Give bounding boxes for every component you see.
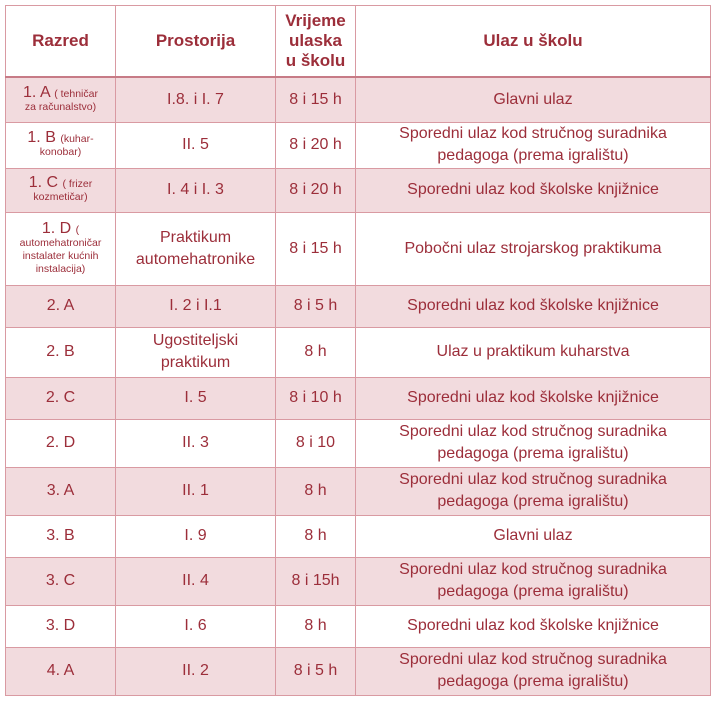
cell-vrijeme: 8 i 15 h [276, 212, 356, 285]
table-row [6, 557, 711, 605]
cell-ulaz [356, 467, 711, 515]
table-row [6, 377, 711, 419]
cell-razred: 4. A [6, 647, 116, 695]
header-row [6, 6, 711, 78]
cell-ulaz [356, 122, 711, 168]
header-prostorija: Prostorija [116, 6, 276, 78]
ulaz-line: pedagoga (prema igralištu) [437, 673, 629, 690]
razred-note: instalacija) [35, 262, 86, 275]
header-vrijeme-line1: Vrijeme [285, 11, 346, 30]
razred-note: ( frizer [62, 178, 93, 190]
ulaz-line: pedagoga (prema igralištu) [437, 493, 629, 510]
cell-vrijeme: 8 i 5 h [276, 285, 356, 327]
cell-razred: 3. A [6, 467, 116, 515]
cell-ulaz: Sporedni ulaz kod školske knjižnice [356, 605, 711, 647]
cell-prostorija: II. 1 [116, 467, 276, 515]
header-vrijeme [276, 6, 356, 78]
table-row [6, 77, 711, 122]
cell-ulaz: Sporedni ulaz kod školske knjižnice [356, 285, 711, 327]
cell-vrijeme: 8 h [276, 515, 356, 557]
table-row [6, 212, 711, 285]
ulaz-line: Sporedni ulaz kod stručnog suradnika [399, 651, 667, 668]
cell-prostorija: II. 4 [116, 557, 276, 605]
header-vrijeme-line3: u školu [285, 51, 346, 70]
school-entry-schedule-table [5, 5, 711, 696]
cell-prostorija: II. 2 [116, 647, 276, 695]
cell-razred [6, 168, 116, 212]
cell-vrijeme: 8 h [276, 605, 356, 647]
razred-note: ( tehničar [54, 87, 98, 100]
ulaz-line: Sporedni ulaz kod stručnog suradnika [399, 423, 667, 440]
cell-prostorija [116, 212, 276, 285]
header-ulaz: Ulaz u školu [356, 6, 711, 78]
razred-label: 1. C [28, 174, 59, 191]
cell-razred: 2. A [6, 285, 116, 327]
cell-vrijeme: 8 i 10 [276, 419, 356, 467]
razred-note: kozmetičar) [33, 191, 88, 203]
cell-prostorija: I. 2 i I.1 [116, 285, 276, 327]
cell-vrijeme: 8 h [276, 327, 356, 377]
ulaz-line: pedagoga (prema igralištu) [437, 583, 629, 600]
table-row [6, 168, 711, 212]
cell-ulaz: Sporedni ulaz kod školske knjižnice [356, 168, 711, 212]
cell-ulaz [356, 557, 711, 605]
cell-prostorija: I. 9 [116, 515, 276, 557]
cell-vrijeme: 8 i 20 h [276, 168, 356, 212]
table-row [6, 327, 711, 377]
razred-note: konobar) [39, 146, 82, 158]
razred-label: 1. D [41, 219, 72, 237]
razred-note: automehatroničar [19, 236, 102, 249]
ulaz-line: Sporedni ulaz kod stručnog suradnika [399, 471, 667, 488]
cell-razred: 3. D [6, 605, 116, 647]
ulaz-line: Sporedni ulaz kod stručnog suradnika [399, 125, 667, 142]
cell-vrijeme: 8 h [276, 467, 356, 515]
razred-note: za računalstvo) [24, 100, 97, 113]
cell-razred: 3. B [6, 515, 116, 557]
table-row [6, 647, 711, 695]
header-razred: Razred [6, 6, 116, 78]
cell-prostorija [116, 327, 276, 377]
cell-prostorija: II. 5 [116, 122, 276, 168]
cell-prostorija: I.8. i I. 7 [116, 77, 276, 122]
cell-razred [6, 212, 116, 285]
cell-razred [6, 122, 116, 168]
cell-prostorija: II. 3 [116, 419, 276, 467]
prostorija-line: automehatronike [135, 250, 256, 268]
ulaz-line: pedagoga (prema igralištu) [437, 147, 629, 164]
table-row [6, 419, 711, 467]
table-row [6, 122, 711, 168]
cell-ulaz: Sporedni ulaz kod školske knjižnice [356, 377, 711, 419]
cell-prostorija: I. 6 [116, 605, 276, 647]
ulaz-line: pedagoga (prema igralištu) [437, 445, 629, 462]
cell-vrijeme: 8 i 10 h [276, 377, 356, 419]
cell-razred: 2. B [6, 327, 116, 377]
cell-vrijeme: 8 i 20 h [276, 122, 356, 168]
razred-note: ( [75, 223, 80, 236]
razred-note: (kuhar- [60, 133, 94, 145]
cell-ulaz: Pobočni ulaz strojarskog praktikuma [356, 212, 711, 285]
cell-vrijeme: 8 i 15 h [276, 77, 356, 122]
table-row [6, 467, 711, 515]
razred-note: instalater kućnih [22, 249, 99, 262]
cell-prostorija: I. 4 i I. 3 [116, 168, 276, 212]
cell-razred: 3. C [6, 557, 116, 605]
table-row [6, 285, 711, 327]
cell-ulaz: Glavni ulaz [356, 77, 711, 122]
cell-ulaz [356, 419, 711, 467]
cell-vrijeme: 8 i 5 h [276, 647, 356, 695]
prostorija-line: Praktikum [159, 228, 232, 246]
cell-razred: 2. D [6, 419, 116, 467]
cell-prostorija: I. 5 [116, 377, 276, 419]
cell-razred [6, 77, 116, 122]
table-body [6, 77, 711, 695]
cell-razred: 2. C [6, 377, 116, 419]
ulaz-line: Sporedni ulaz kod stručnog suradnika [399, 561, 667, 578]
prostorija-line: praktikum [160, 354, 231, 371]
razred-label: 1. B [27, 129, 56, 146]
cell-ulaz: Ulaz u praktikum kuharstva [356, 327, 711, 377]
cell-ulaz [356, 647, 711, 695]
header-vrijeme-line2: ulaska [289, 31, 342, 50]
table-row [6, 605, 711, 647]
razred-label: 1. A [23, 83, 50, 101]
cell-ulaz: Glavni ulaz [356, 515, 711, 557]
table-row [6, 515, 711, 557]
cell-vrijeme: 8 i 15h [276, 557, 356, 605]
table-header [6, 6, 711, 78]
prostorija-line: Ugostiteljski [152, 332, 239, 349]
